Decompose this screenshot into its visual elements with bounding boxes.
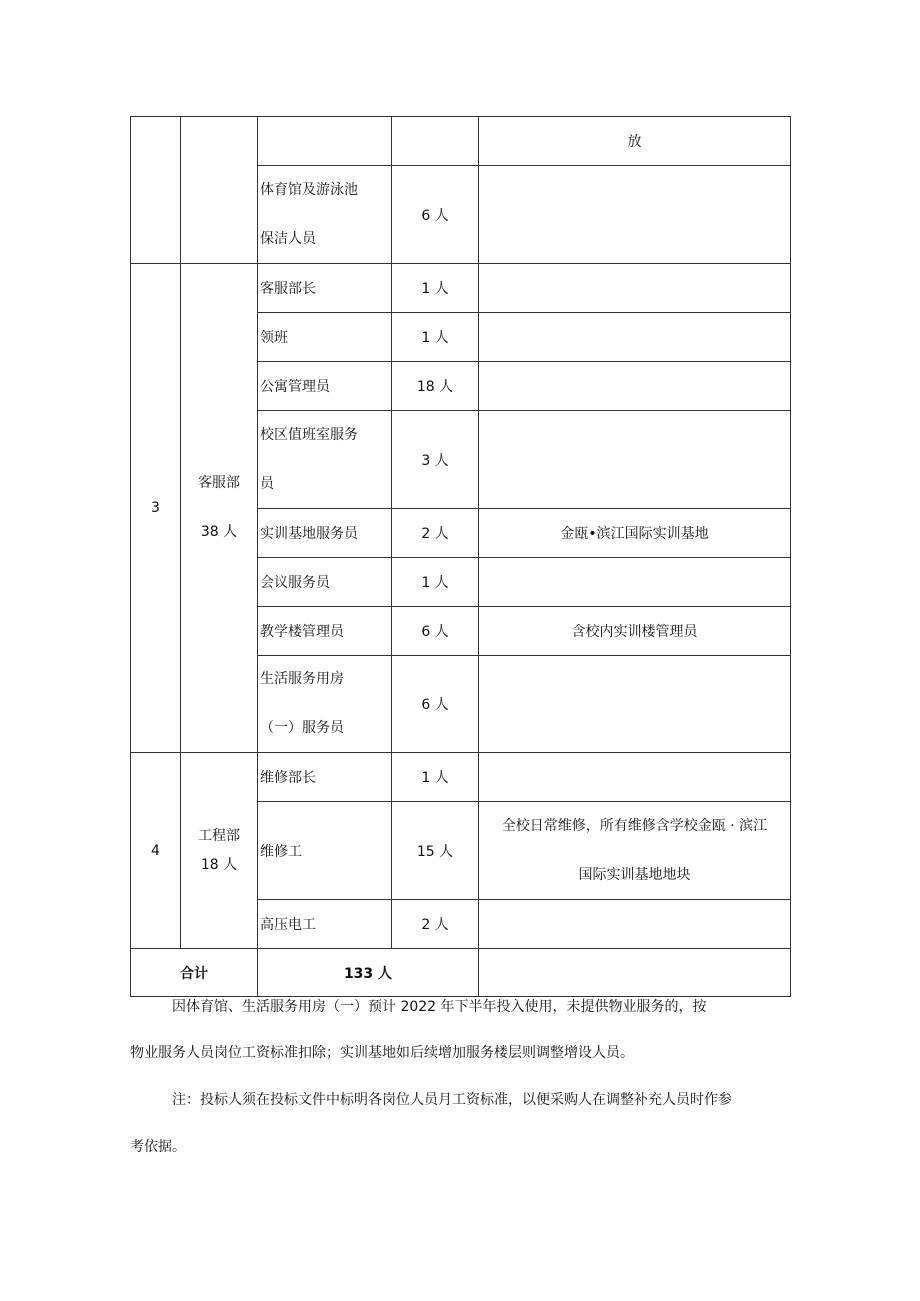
- post-cell: 教学楼管理员: [258, 607, 392, 656]
- dept-name: 工程部: [198, 827, 240, 844]
- count-cell: 1 人: [392, 264, 479, 313]
- note-paragraph-line: 因体育馆、生活服务用房（一）预计 2022 年下半年投入使用，未提供物业服务的，按: [172, 999, 707, 1015]
- no-cell: [131, 117, 181, 264]
- post-cell: [258, 117, 392, 166]
- post-cell: 高压电工: [258, 900, 392, 949]
- post-cell: 维修部长: [258, 753, 392, 802]
- note-cell: [479, 558, 791, 607]
- table-row: [131, 264, 791, 313]
- dept-count: 38 人: [200, 524, 238, 540]
- post-cell: [258, 656, 392, 753]
- note-cell: [479, 166, 791, 264]
- dept-count: 18 人: [200, 856, 238, 873]
- remark-paragraph-line: 注：投标人须在投标文件中标明各岗位人员月工资标准，以便采购人在调整补充人员时作参: [172, 1092, 732, 1108]
- count-cell: 1 人: [392, 558, 479, 607]
- note-cell: [479, 900, 791, 949]
- post-line: 体育馆及游泳池: [260, 181, 358, 198]
- count-cell: 6 人: [392, 656, 479, 753]
- note-cell: 放: [479, 117, 791, 166]
- dept-name: 客服部: [198, 475, 240, 491]
- note-cell: [479, 656, 791, 753]
- count-cell: 6 人: [392, 607, 479, 656]
- post-line: 校区值班室服务: [260, 426, 358, 443]
- count-cell: 15 人: [392, 802, 479, 900]
- dept-cell: [181, 753, 258, 949]
- note-cell: 金瓯•滨江国际实训基地: [479, 509, 791, 558]
- dept-cell: [181, 117, 258, 264]
- post-line: 保洁人员: [260, 230, 316, 247]
- count-cell: 1 人: [392, 753, 479, 802]
- note-cell: 含校内实训楼管理员: [479, 607, 791, 656]
- post-cell: 客服部长: [258, 264, 392, 313]
- post-line: （一）服务员: [260, 720, 344, 736]
- note-cell: [479, 313, 791, 362]
- note-cell: [479, 802, 791, 900]
- no-cell: 3: [131, 264, 181, 753]
- total-count: 133 人: [258, 949, 479, 997]
- note-cell: [479, 411, 791, 509]
- table-row: [131, 117, 791, 166]
- post-cell: 领班: [258, 313, 392, 362]
- dept-cell: [181, 264, 258, 753]
- post-cell: 公寓管理员: [258, 362, 392, 411]
- post-line: 生活服务用房: [260, 671, 344, 687]
- count-cell: 2 人: [392, 509, 479, 558]
- note-line: 全校日常维修，所有维修含学校金瓯 · 滨江: [501, 817, 768, 834]
- post-cell: [258, 411, 392, 509]
- count-cell: 1 人: [392, 313, 479, 362]
- remark-paragraph-line: 考依据。: [130, 1139, 186, 1155]
- post-cell: 实训基地服务员: [258, 509, 392, 558]
- post-cell: [258, 166, 392, 264]
- total-row: [131, 949, 791, 997]
- table-row: [131, 753, 791, 802]
- count-cell: 6 人: [392, 166, 479, 264]
- post-cell: 维修工: [258, 802, 392, 900]
- count-cell: 2 人: [392, 900, 479, 949]
- note-paragraph-line: 物业服务人员岗位工资标准扣除；实训基地如后续增加服务楼层则调整增设人员。: [130, 1045, 634, 1061]
- count-cell: [392, 117, 479, 166]
- note-cell: [479, 264, 791, 313]
- note-cell: [479, 362, 791, 411]
- count-cell: 18 人: [392, 362, 479, 411]
- total-note: [479, 949, 791, 997]
- post-line: 员: [260, 475, 274, 492]
- total-label: 合计: [131, 949, 258, 997]
- note-cell: [479, 753, 791, 802]
- no-cell: 4: [131, 753, 181, 949]
- note-line: 国际实训基地地块: [578, 866, 691, 883]
- post-cell: 会议服务员: [258, 558, 392, 607]
- staffing-table: [130, 116, 791, 997]
- count-cell: 3 人: [392, 411, 479, 509]
